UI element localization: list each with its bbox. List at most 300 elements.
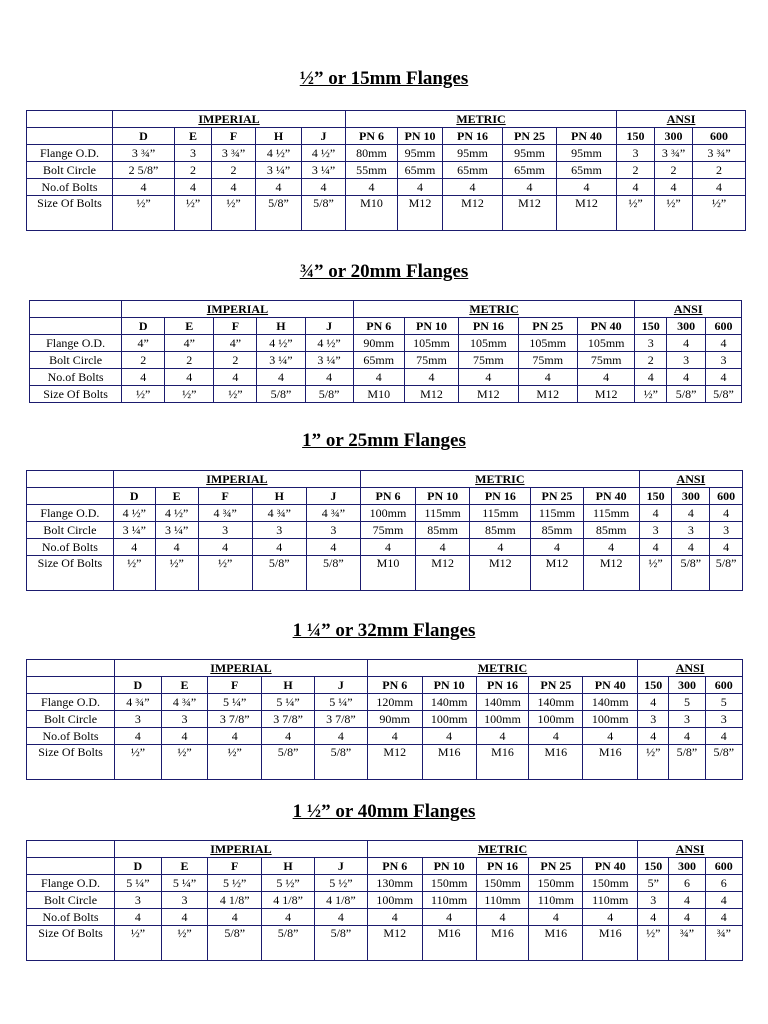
table-cell: 5/8” (305, 386, 353, 403)
table-cell: 120mm (367, 694, 422, 711)
table-cell: 3 (705, 711, 742, 728)
table-cell: 4 (360, 539, 415, 556)
table-cell: M10 (346, 196, 398, 231)
row-label: Size Of Bolts (30, 386, 122, 403)
table-row-no-of-bolts (27, 179, 746, 196)
column-header-pn-10: PN 10 (398, 128, 443, 145)
group-header-imperial: IMPERIAL (115, 660, 368, 677)
table-cell: 4 ½” (256, 145, 302, 162)
table-cell: ½” (122, 386, 165, 403)
table-cell: 3 (638, 892, 669, 909)
table-cell: 4 (518, 369, 577, 386)
corner-cell (27, 858, 115, 875)
table-cell: ½” (198, 556, 252, 591)
table-row-size-of-bolts (27, 556, 743, 591)
column-header-j: J (302, 128, 346, 145)
table-cell: ¾” (705, 926, 742, 961)
table-cell: 5 ½” (262, 875, 315, 892)
flange-table (26, 659, 743, 780)
table-cell: ½” (617, 196, 655, 231)
column-header-e: E (165, 318, 214, 335)
table-cell: 3 ¾” (212, 145, 256, 162)
table-row-flange-o-d (30, 335, 742, 352)
table-cell: 4 (617, 179, 655, 196)
table-cell: 4 (710, 539, 743, 556)
table-cell: M12 (443, 196, 503, 231)
table-cell: 4 (672, 539, 710, 556)
column-header-pn-25: PN 25 (503, 128, 557, 145)
table-cell: 4 (305, 369, 353, 386)
group-header-metric: METRIC (367, 841, 637, 858)
column-header-row (27, 858, 743, 875)
table-cell: 2 (617, 162, 655, 179)
table-cell: 4” (122, 335, 165, 352)
column-header-f: F (208, 677, 262, 694)
section-title: 1” or 25mm Flanges (302, 430, 466, 451)
table-cell: 4 ¾” (161, 694, 208, 711)
group-header-metric: METRIC (353, 301, 635, 318)
column-header-pn-6: PN 6 (353, 318, 404, 335)
corner-cell (27, 841, 115, 858)
group-header-metric: METRIC (346, 111, 617, 128)
row-label: Bolt Circle (27, 892, 115, 909)
table-cell: 75mm (360, 522, 415, 539)
table-cell: 115mm (531, 505, 583, 522)
table-cell: 4 (705, 892, 742, 909)
table-cell: 105mm (577, 335, 634, 352)
table-cell: 4 (459, 369, 518, 386)
table-cell: 4 (639, 505, 672, 522)
table-cell: 5 (705, 694, 742, 711)
table-cell: 4 (529, 909, 583, 926)
table-row-bolt-circle (27, 892, 743, 909)
table-row-size-of-bolts (27, 926, 743, 961)
table-cell: 110mm (476, 892, 529, 909)
column-header-h: H (262, 677, 315, 694)
row-label: No.of Bolts (30, 369, 122, 386)
table-cell: 4 (655, 179, 693, 196)
table-cell: M16 (529, 745, 583, 780)
table-cell: 3 (161, 711, 208, 728)
row-label: Flange O.D. (27, 505, 114, 522)
table-cell: 5/8” (314, 926, 367, 961)
table-cell: 5 ¼” (314, 694, 367, 711)
table-row-bolt-circle (30, 352, 742, 369)
table-cell: 4 (113, 179, 175, 196)
column-header-d: D (115, 858, 162, 875)
table-cell: 4 (122, 369, 165, 386)
table-cell: 4 ½” (155, 505, 198, 522)
table-cell: 90mm (353, 335, 404, 352)
table-cell: ½” (161, 745, 208, 780)
table-cell: ¾” (669, 926, 705, 961)
table-cell: 4 (416, 539, 470, 556)
column-header-d: D (122, 318, 165, 335)
table-cell: 3 (306, 522, 360, 539)
table-cell: 4 ¾” (252, 505, 306, 522)
column-header-pn-10: PN 10 (422, 858, 476, 875)
table-cell: 4 (175, 179, 212, 196)
table-cell: 105mm (459, 335, 518, 352)
table-cell: 4 ½” (305, 335, 353, 352)
table-cell: 150mm (583, 875, 638, 892)
column-header-j: J (314, 858, 367, 875)
column-header-pn-25: PN 25 (518, 318, 577, 335)
table-cell: 85mm (531, 522, 583, 539)
column-header-h: H (262, 858, 315, 875)
table-cell: M10 (360, 556, 415, 591)
table-cell: 5 ¼” (208, 694, 262, 711)
table-cell: 100mm (367, 892, 422, 909)
table-cell: 95mm (557, 145, 617, 162)
group-header-imperial: IMPERIAL (115, 841, 368, 858)
table-cell: 95mm (443, 145, 503, 162)
table-cell: ½” (113, 556, 155, 591)
table-cell: 4 (404, 369, 458, 386)
column-header-pn-40: PN 40 (583, 677, 638, 694)
row-label: Size Of Bolts (27, 745, 115, 780)
table-cell: 4 (706, 369, 742, 386)
table-cell: 4 (710, 505, 743, 522)
table-cell: ½” (693, 196, 746, 231)
table-cell: 4 (214, 369, 257, 386)
table-cell: ½” (638, 926, 669, 961)
table-cell: M10 (353, 386, 404, 403)
table-cell: 4 (706, 335, 742, 352)
table-cell: 4 (262, 728, 315, 745)
table-row-size-of-bolts (27, 745, 743, 780)
group-header-imperial: IMPERIAL (113, 111, 346, 128)
table-cell: 4 (252, 539, 306, 556)
table-row-no-of-bolts (27, 539, 743, 556)
table-row-no-of-bolts (27, 728, 743, 745)
table-cell: 4 (198, 539, 252, 556)
table-cell: 4 (476, 909, 529, 926)
column-header-e: E (161, 677, 208, 694)
table-cell: 5 ¼” (115, 875, 162, 892)
column-header-150: 150 (638, 677, 669, 694)
table-cell: 5/8” (252, 556, 306, 591)
table-cell: M16 (476, 926, 529, 961)
table-cell: 3 ¼” (256, 162, 302, 179)
table-cell: 85mm (583, 522, 639, 539)
table-cell: 2 (214, 352, 257, 369)
table-cell: 65mm (398, 162, 443, 179)
table-cell: M16 (583, 745, 638, 780)
column-header-150: 150 (617, 128, 655, 145)
table-cell: 3 7/8” (262, 711, 315, 728)
table-cell: 5/8” (672, 556, 710, 591)
table-cell: M12 (518, 386, 577, 403)
table-cell: 3 (638, 711, 669, 728)
table-cell: 5/8” (262, 745, 315, 780)
table-cell: ½” (161, 926, 208, 961)
column-header-pn-25: PN 25 (531, 488, 583, 505)
table-cell: 4 (155, 539, 198, 556)
column-header-300: 300 (669, 858, 705, 875)
table-cell: 5/8” (306, 556, 360, 591)
column-header-150: 150 (638, 858, 669, 875)
table-cell: 4 (314, 728, 367, 745)
table-cell: 5/8” (257, 386, 305, 403)
column-header-300: 300 (655, 128, 693, 145)
column-header-j: J (305, 318, 353, 335)
table-cell: 5/8” (262, 926, 315, 961)
table-cell: 4 (669, 909, 705, 926)
table-cell: M12 (404, 386, 458, 403)
table-cell: 65mm (443, 162, 503, 179)
table-cell: 4 (367, 728, 422, 745)
table-cell: 2 5/8” (113, 162, 175, 179)
table-cell: 5/8” (706, 386, 742, 403)
column-header-pn-6: PN 6 (367, 677, 422, 694)
column-header-pn-40: PN 40 (583, 858, 638, 875)
table-cell: M12 (557, 196, 617, 231)
group-header-ansi: ANSI (639, 471, 742, 488)
table-cell: 3 ¼” (302, 162, 346, 179)
table-cell: 4 (165, 369, 214, 386)
corner-cell (27, 660, 115, 677)
column-header-pn-6: PN 6 (346, 128, 398, 145)
table-cell: 85mm (416, 522, 470, 539)
table-cell: 4 (257, 369, 305, 386)
table-cell: 100mm (422, 711, 476, 728)
column-header-600: 600 (710, 488, 743, 505)
column-header-300: 300 (672, 488, 710, 505)
column-header-row (27, 488, 743, 505)
table-row-flange-o-d (27, 145, 746, 162)
row-label: No.of Bolts (27, 539, 114, 556)
table-cell: 4 ¾” (115, 694, 162, 711)
table-row-flange-o-d (27, 505, 743, 522)
table-cell: 4 (583, 728, 638, 745)
column-header-600: 600 (706, 318, 742, 335)
table-cell: 4 (208, 909, 262, 926)
column-header-d: D (113, 128, 175, 145)
table-cell: 4 (262, 909, 315, 926)
table-cell: ½” (655, 196, 693, 231)
row-label: Flange O.D. (27, 145, 113, 162)
table-cell: 110mm (583, 892, 638, 909)
table-cell: 115mm (416, 505, 470, 522)
table-cell: 3 (710, 522, 743, 539)
column-header-150: 150 (639, 488, 672, 505)
table-cell: 4 1/8” (314, 892, 367, 909)
table-cell: 3 ¼” (155, 522, 198, 539)
table-cell: 4 (314, 909, 367, 926)
table-cell: ½” (113, 196, 175, 231)
table-cell: 3 (115, 892, 162, 909)
table-cell: 4” (165, 335, 214, 352)
table-cell: 4” (214, 335, 257, 352)
column-header-150: 150 (635, 318, 667, 335)
table-cell: 2 (693, 162, 746, 179)
table-cell: 3 7/8” (208, 711, 262, 728)
column-header-e: E (155, 488, 198, 505)
row-label: No.of Bolts (27, 909, 115, 926)
table-cell: 4 (422, 909, 476, 926)
table-row-size-of-bolts (27, 196, 746, 231)
column-header-pn-16: PN 16 (459, 318, 518, 335)
table-cell: 6 (669, 875, 705, 892)
column-header-600: 600 (705, 858, 742, 875)
table-cell: 95mm (398, 145, 443, 162)
table-cell: 65mm (353, 352, 404, 369)
table-cell: 5/8” (710, 556, 743, 591)
table-cell: M12 (577, 386, 634, 403)
table-cell: 3 ¾” (113, 145, 175, 162)
corner-cell (30, 318, 122, 335)
column-header-600: 600 (705, 677, 742, 694)
table-cell: 3 (252, 522, 306, 539)
group-header-ansi: ANSI (617, 111, 746, 128)
table-cell: 95mm (503, 145, 557, 162)
table-cell: 5 ½” (208, 875, 262, 892)
table-cell: 4 (672, 505, 710, 522)
table-cell: 3 (175, 145, 212, 162)
table-cell: 4 ½” (302, 145, 346, 162)
column-header-j: J (314, 677, 367, 694)
table-cell: 3 7/8” (314, 711, 367, 728)
column-header-pn-6: PN 6 (360, 488, 415, 505)
table-cell: 65mm (557, 162, 617, 179)
table-cell: 140mm (583, 694, 638, 711)
table-row-size-of-bolts (30, 386, 742, 403)
table-cell: 75mm (404, 352, 458, 369)
table-cell: 4 (398, 179, 443, 196)
table-cell: 110mm (422, 892, 476, 909)
table-cell: 150mm (422, 875, 476, 892)
table-cell: 4 (208, 728, 262, 745)
column-header-pn-10: PN 10 (422, 677, 476, 694)
column-header-600: 600 (693, 128, 746, 145)
table-cell: 75mm (459, 352, 518, 369)
column-header-e: E (175, 128, 212, 145)
section-title: 1 ¼” or 32mm Flanges (292, 620, 476, 641)
table-cell: 55mm (346, 162, 398, 179)
section-title: ½” or 15mm Flanges (299, 68, 469, 89)
table-cell: M12 (583, 556, 639, 591)
table-cell: 3 (706, 352, 742, 369)
table-cell: 2 (655, 162, 693, 179)
table-cell: ½” (175, 196, 212, 231)
group-header-row (27, 660, 743, 677)
table-cell: 4 (306, 539, 360, 556)
table-cell: 4 1/8” (208, 892, 262, 909)
table-cell: 3 (115, 711, 162, 728)
table-cell: 4 (577, 369, 634, 386)
table-cell: ½” (115, 926, 162, 961)
table-cell: 6 (705, 875, 742, 892)
corner-cell (27, 677, 115, 694)
group-header-imperial: IMPERIAL (113, 471, 360, 488)
table-cell: 3 (639, 522, 672, 539)
column-header-j: J (306, 488, 360, 505)
table-cell: 5/8” (669, 745, 705, 780)
table-cell: 90mm (367, 711, 422, 728)
table-cell: 115mm (470, 505, 531, 522)
table-cell: ½” (214, 386, 257, 403)
table-cell: 105mm (518, 335, 577, 352)
group-header-imperial: IMPERIAL (122, 301, 353, 318)
column-header-pn-40: PN 40 (557, 128, 617, 145)
table-cell: M12 (367, 745, 422, 780)
table-row-bolt-circle (27, 522, 743, 539)
table-cell: 5/8” (314, 745, 367, 780)
column-header-pn-25: PN 25 (529, 858, 583, 875)
table-cell: 3 (161, 892, 208, 909)
table-cell: 4 (635, 369, 667, 386)
flange-table (26, 110, 746, 231)
table-cell: 5” (638, 875, 669, 892)
table-row-bolt-circle (27, 711, 743, 728)
table-cell: 2 (212, 162, 256, 179)
group-header-row (27, 111, 746, 128)
flange-table (26, 840, 743, 961)
table-cell: 5/8” (208, 926, 262, 961)
row-label: Flange O.D. (30, 335, 122, 352)
table-cell: 4 (583, 539, 639, 556)
table-cell: 4 (212, 179, 256, 196)
table-cell: 4 (669, 892, 705, 909)
table-cell: M12 (398, 196, 443, 231)
table-cell: 5/8” (302, 196, 346, 231)
group-header-ansi: ANSI (638, 841, 743, 858)
table-cell: 75mm (577, 352, 634, 369)
row-label: Bolt Circle (27, 162, 113, 179)
table-cell: 4 (302, 179, 346, 196)
table-cell: 105mm (404, 335, 458, 352)
table-cell: M16 (422, 745, 476, 780)
table-cell: 140mm (529, 694, 583, 711)
table-cell: 4 ½” (113, 505, 155, 522)
table-cell: ½” (155, 556, 198, 591)
column-header-300: 300 (667, 318, 706, 335)
table-cell: 4 (115, 909, 162, 926)
corner-cell (27, 111, 113, 128)
row-label: Bolt Circle (27, 522, 114, 539)
table-cell: 2 (122, 352, 165, 369)
table-cell: 3 ¼” (113, 522, 155, 539)
table-cell: ½” (165, 386, 214, 403)
table-cell: 3 (667, 352, 706, 369)
table-cell: 4 ¾” (198, 505, 252, 522)
table-cell: 4 (161, 728, 208, 745)
table-cell: 4 (529, 728, 583, 745)
column-header-pn-16: PN 16 (470, 488, 531, 505)
group-header-row (27, 471, 743, 488)
table-cell: 150mm (476, 875, 529, 892)
flange-table (29, 300, 742, 403)
table-cell: M16 (583, 926, 638, 961)
table-cell: 4 (115, 728, 162, 745)
table-cell: 3 (617, 145, 655, 162)
column-header-h: H (257, 318, 305, 335)
column-header-pn-10: PN 10 (404, 318, 458, 335)
table-cell: 4 (557, 179, 617, 196)
column-header-pn-25: PN 25 (529, 677, 583, 694)
table-row-flange-o-d (27, 694, 743, 711)
table-cell: 4 (693, 179, 746, 196)
table-cell: 4 (638, 728, 669, 745)
table-row-no-of-bolts (30, 369, 742, 386)
column-header-e: E (161, 858, 208, 875)
table-cell: 85mm (470, 522, 531, 539)
group-header-metric: METRIC (367, 660, 637, 677)
table-row-flange-o-d (27, 875, 743, 892)
flange-table (26, 470, 743, 591)
row-label: No.of Bolts (27, 728, 115, 745)
